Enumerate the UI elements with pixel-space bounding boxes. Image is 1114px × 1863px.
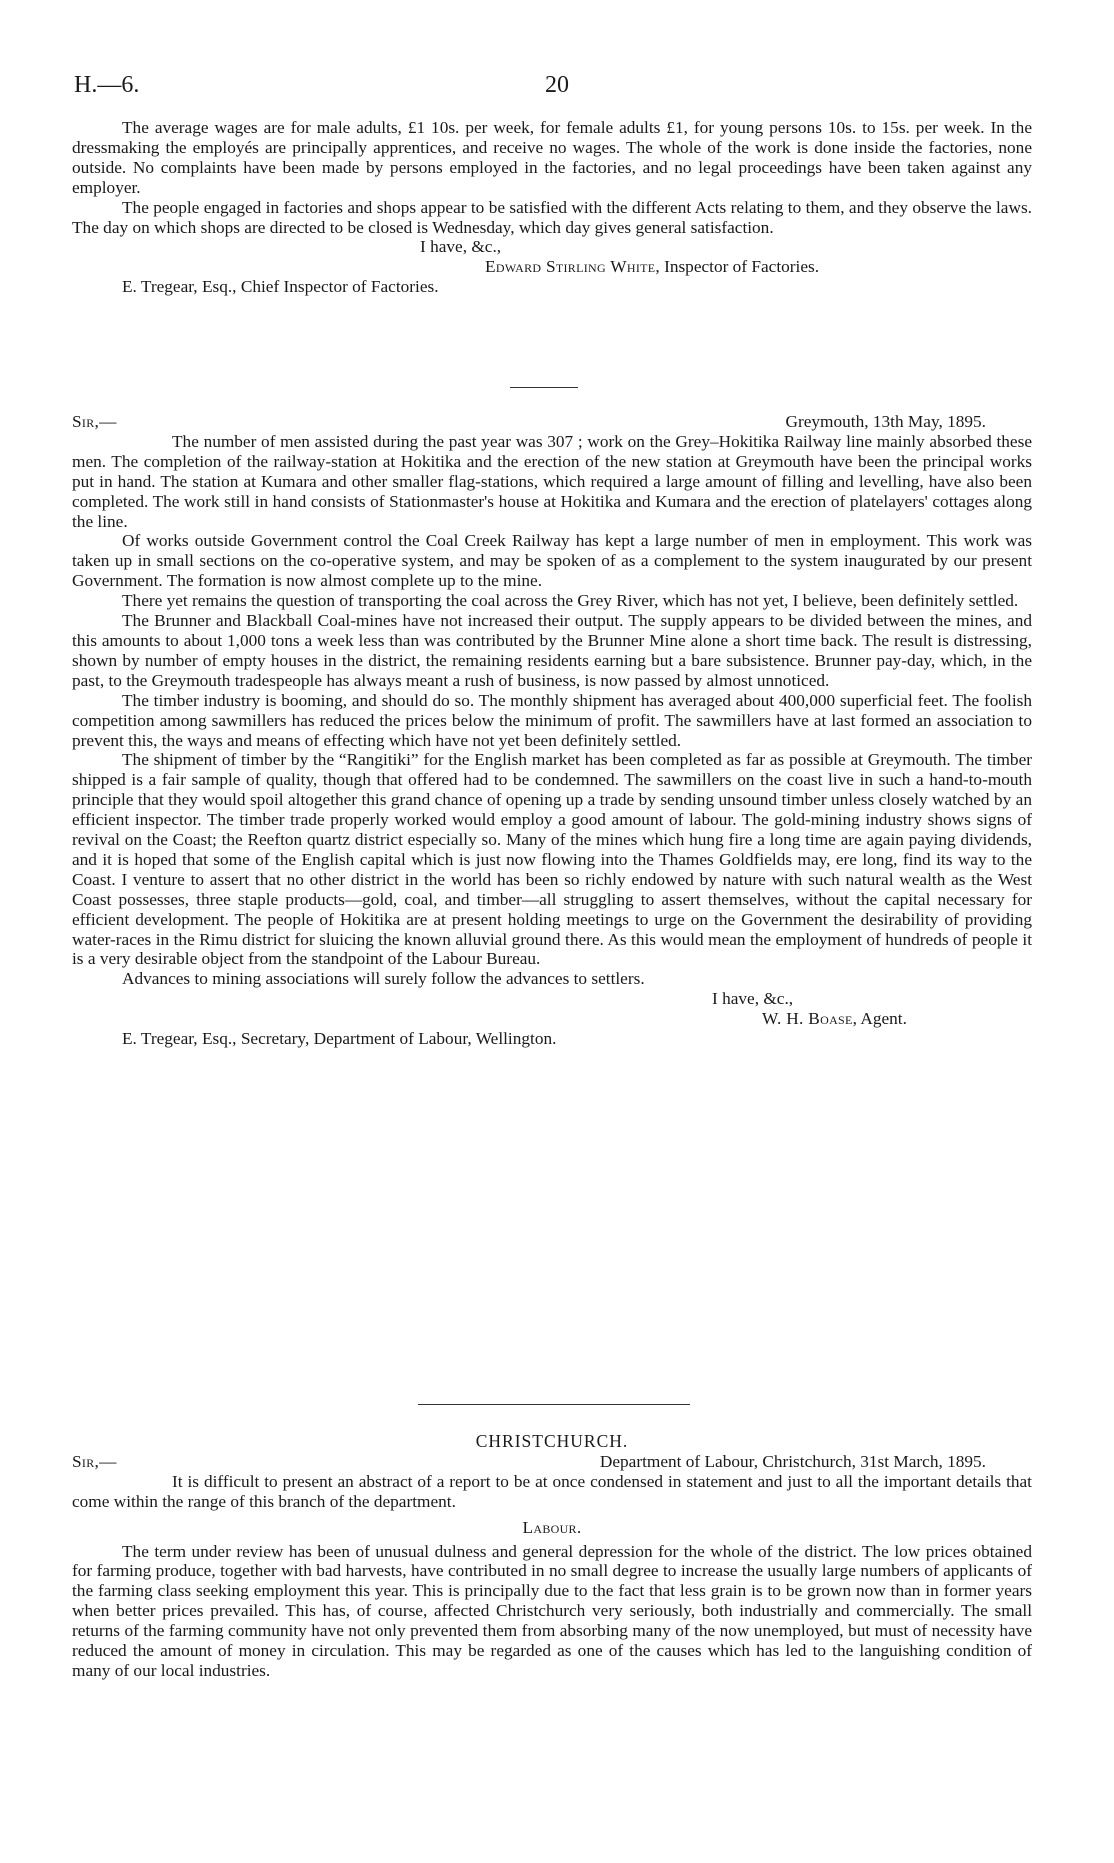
paragraph: The Brunner and Blackball Coal-mines have not increased their output. The supply appears to be divided between the mines, and this amounts to about 1,000 tons a week less than was contributed by the Brunner Mine alone a short time back. The result is distressing, shown by number of empty houses in the district, the remaining residents earning but a bare subsistence. Brunner pay-day, which, in the past, to the Greymouth tradespeople has always meant a rush of business, is now passed by almost unnoticed. <box>72 611 1032 690</box>
paragraph: The average wages are for male adults, £1 10s. per week, for female adults £1, for young persons 10s. to 15s. per week. In the dressmaking the employés are principally apprentices, and receive no wages. The whole of the work is done inside the factories, none outside. No complaints have been made by persons employed in the factories, and no legal proceedings have been taken against any employer. <box>72 118 1032 197</box>
signature-title: , Inspector of Factories. <box>655 257 820 277</box>
report-factories-conclusion <box>72 118 1032 297</box>
page-number: 20 <box>545 72 569 98</box>
addressee: E. Tregear, Esq., Chief Inspector of Factories. <box>122 277 439 297</box>
dateline: Greymouth, 13th May, 1895. <box>785 412 986 431</box>
signature-title: , Agent. <box>852 1009 907 1029</box>
subheading: Labour. <box>522 1517 582 1537</box>
paragraph: Advances to mining associations will surely follow the advances to settlers. <box>122 969 645 989</box>
paragraph: The timber industry is booming, and should do so. The monthly shipment has averaged about 400,000 superficial feet. The foolish competition among sawmillers has reduced the prices below the minimum of profit. The sawmillers have at last formed an association to prevent this, the ways and means of effecting which have not yet been definitely settled. <box>72 690 1032 750</box>
paragraph: The number of men assisted during the past year was 307 ; work on the Grey–Hokitika Railway line mainly absorbed these men. The completion of the railway-station at Hokitika and the erection of the new station at Greymouth have been the principal works put in hand. The station at Kumara and other smaller flag-stations, which required a large amount of filling and levelling, have also been completed. The work still in hand consists of Stationmaster's house at Hokitika and Kumara and the erection of platelayers' cottages along the line. <box>72 431 1032 531</box>
signature <box>72 1009 1032 1029</box>
section-divider <box>418 1404 690 1405</box>
signature-name: W. H. Boase <box>762 1009 853 1029</box>
paragraph: The shipment of timber by the “Rangitiki” for the English market has been completed as far as possible at Greymouth. The timber shipped is a fair sample of quality, though that offered had to be condemned. The sawmillers on the coast live in such a hand-to-mouth principle that they would spoil altogether this grand chance of opening up a trade by sending unsound timber unless closely watched by an efficient inspector. The timber trade properly worked would employ a good amount of labour. The gold-mining industry shows signs of revival on the Coast; the Reefton quartz district especially so. Many of the mines which hung fire a long time are again paying dividends, and it is hoped that some of the English capital which is just now flowing into the Thames Goldfields may, ere long, find its way to the Coast. I venture to assert that no other district in the world has been so richly endowed by nature with such natural wealth as the West Coast possesses, three staple products—gold, coal, and timber—all struggling to assert themselves, without the capital necessary for efficient development. The people of Hokitika are at present holding meetings to urge on the Government the desirability of providing water-races in the Rimu district for sluicing the known alluvial ground there. As this would mean the employment of hundreds of people it is a very desirable object from the standpoint of the Labour Bureau. <box>72 750 1032 969</box>
section-divider <box>510 387 578 388</box>
dateline: Department of Labour, Christchurch, 31st March, 1895. <box>599 1451 986 1471</box>
paragraph: The people engaged in factories and shops appear to be satisfied with the different Acts relating to them, and they observe the laws. The day on which shops are directed to be closed is Wednesday, which day gives general satisfaction. <box>72 197 1032 237</box>
salutation: Sir,— <box>72 1451 117 1471</box>
paragraph: Of works outside Government control the Coal Creek Railway has kept a large number of men in employment. This work was taken up in small sections on the co-operative system, and may be spoken of as a complement to the system inaugurated by our present Government. The formation is now almost complete up to the mine. <box>72 531 1032 591</box>
paragraph: It is difficult to present an abstract of a report to be at once condensed in statement and just to all the important details that come within the range of this branch of the department. <box>72 1471 1032 1511</box>
report-reference: H.—6. <box>74 72 140 98</box>
addressee: E. Tregear, Esq., Secretary, Department of Labour, Wellington. <box>122 1029 557 1049</box>
letter-header <box>72 1452 1032 1472</box>
signature <box>72 257 1032 277</box>
paragraph: There yet remains the question of transporting the coal across the Grey River, which has not yet, I believe, been definitely settled. <box>122 591 1019 611</box>
paragraph: The term under review has been of unusual dulness and general depression for the whole of the district. The low prices obtained for farming produce, together with bad harvests, have contributed in no small degree to increase the usually large numbers of applicants of the farming class seeking employment this year. This is principally due to the fact that less grain is to be grown now than in former years when better prices prevailed. This has, of course, affected Christchurch very seriously, both industrially and commercially. The small returns of the farming community have not only prevented them from absorbing many of the now unemployed, but must of necessity have reduced the amount of money in circulation. This may be regarded as one of the causes which has led to the languishing condition of many of our local industries. <box>72 1541 1032 1680</box>
section-heading: CHRISTCHURCH. <box>475 1431 629 1451</box>
closing-line: I have, &c., <box>420 237 502 257</box>
salutation: Sir,— <box>72 412 117 431</box>
letter-header <box>72 412 1032 432</box>
report-greymouth <box>72 412 1032 1049</box>
signature-name: Edward Stirling White <box>485 257 656 277</box>
report-christchurch <box>72 1432 1032 1681</box>
closing-line: I have, &c., <box>712 989 794 1009</box>
